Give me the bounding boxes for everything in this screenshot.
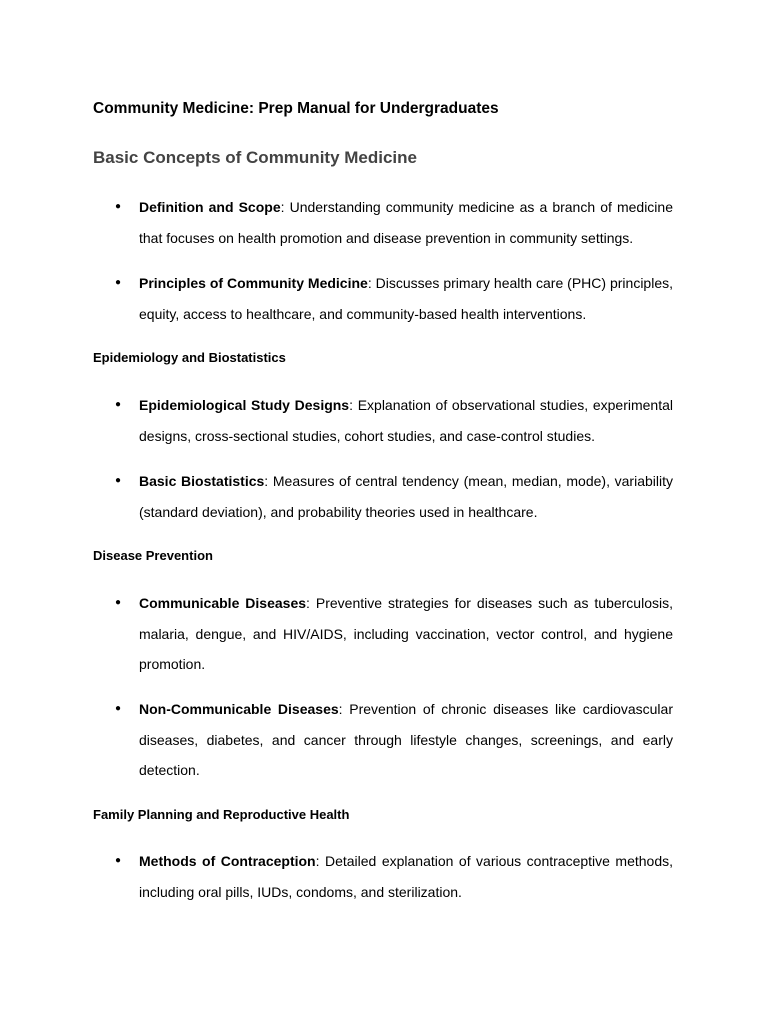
list-item-term: Non-Communicable Diseases [139, 701, 339, 717]
heading-disease-prevention: Disease Prevention [93, 548, 213, 563]
list-item-non-communicable [139, 694, 673, 786]
heading-epidemiology: Epidemiology and Biostatistics [93, 350, 286, 365]
list-item-term: Definition and Scope [139, 199, 281, 215]
list-item-term: Epidemiological Study Designs [139, 397, 350, 413]
document-title: Community Medicine: Prep Manual for Undergraduates [93, 100, 499, 117]
list-item-term: Communicable Diseases [139, 595, 307, 611]
list-item-term: Principles of Community Medicine [139, 275, 368, 291]
heading-family-planning: Family Planning and Reproductive Health [93, 807, 350, 822]
list-item-term: Methods of Contraception [139, 853, 316, 869]
list-item-contraception [139, 846, 673, 907]
list-item-text: : Explanation of observational studies, experimental designs, cross-sectional studies, cohort studies, and case-control studies. [139, 397, 674, 444]
list-item-text: : Discusses primary health care (PHC) principles, equity, access to healthcare, and community-based health interventions. [139, 275, 673, 322]
list-item-definition-scope [139, 192, 673, 253]
list-item-text: : Preventive strategies for diseases such as tuberculosis, malaria, dengue, and HIV/AIDS, including vaccination, vector control, and hygiene promotion. [139, 595, 673, 672]
list-item-text: : Prevention of chronic diseases like cardiovascular diseases, diabetes, and cancer through lifestyle changes, screenings, and early detection. [139, 701, 673, 778]
list-item-text: : Understanding community medicine as a branch of medicine that focuses on health promotion and disease prevention in community settings. [139, 199, 673, 246]
section-title-basic-concepts: Basic Concepts of Community Medicine [93, 148, 417, 167]
list-item-term: Basic Biostatistics [139, 473, 265, 489]
list-item-study-designs [139, 390, 673, 451]
list-item-communicable [139, 588, 673, 680]
list-item-biostatistics [139, 466, 673, 527]
list-item-text: : Measures of central tendency (mean, median, mode), variability (standard deviation), and probability theories used in healthcare. [139, 473, 673, 520]
list-item-text: : Detailed explanation of various contraceptive methods, including oral pills, IUDs, condoms, and sterilization. [139, 853, 673, 900]
list-item-principles [139, 268, 673, 329]
